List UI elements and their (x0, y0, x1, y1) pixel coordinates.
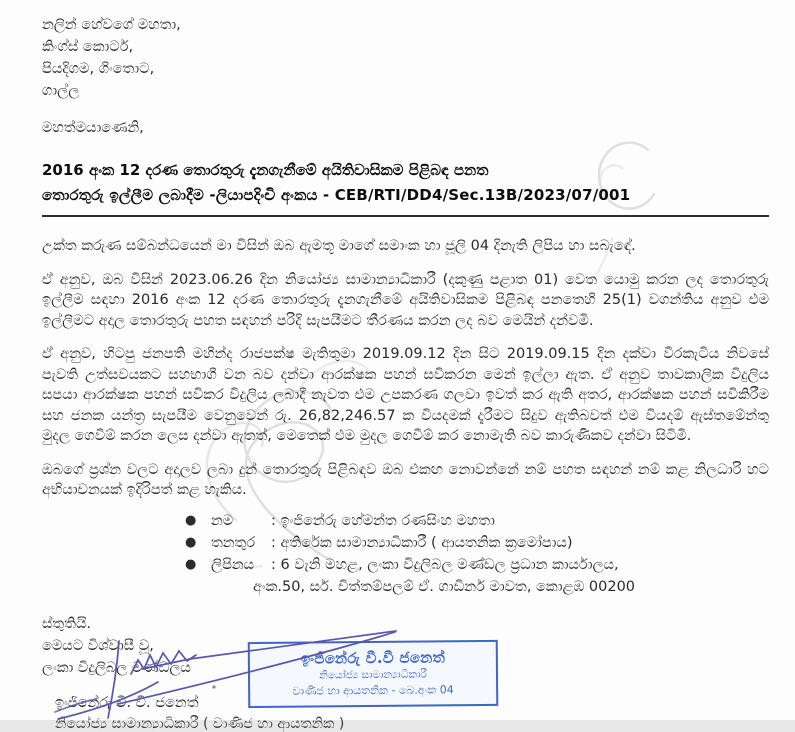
signatory-designation-cutoff: නියෝජ්‍ය සාමාන්‍යාධිකාරී ( වාණිජ හා ආයතනික ) (55, 716, 345, 732)
officer-designation-value: : අතිරේක සාමාන්‍යාධිකාරී ( ආයතනික ක්‍රමෝපාය) (271, 534, 573, 551)
recipient-address-line: කිංග්ස් කොර්ට, (42, 39, 134, 55)
subject-heading (42, 158, 769, 217)
closing-organization: ලංකා විදුලිබල මණ්ඩලය (42, 659, 191, 676)
appeal-officer-list (42, 510, 769, 598)
paragraph-decision: ඒ අනුව, ඔබ විසින් 2023.06.26 දින නියෝජ්‍ය සාමාන්‍යාධිකාරී (දකුණු පළාත 01) වෙත යොමු කරන ලද තොරතුරු ඉල්ලීම සඳහා 2016 අංක 12 දරණ තොරතුරු දැනගැනීමේ අයිතිවාසිකම පිළිබඳ පනතෙහි 25(1) වගන්තිය අනුව එම ඉල්ලීමට අදාල තොරතුරු පහත සඳහන් පරිදි සැපයීමට තීරණය කරන ලද බව මෙයින් දන්වමි. (42, 271, 769, 329)
stamp-name: ඉංජිනේරු වී.වී ජනෙත් (300, 648, 446, 668)
subject-line-2-reference: තොරතුරු ඉල්ලීම ලබාදීම -ලියාපදිංචි අංකය - CEB/RTI/DD4/Sec.13B/2023/07/001 (42, 186, 631, 204)
bullet-icon: ● (185, 556, 197, 572)
stamp-designation: නියෝජ්‍ය සාමාන්‍යාධිකාරී (319, 668, 427, 682)
officer-stamp (248, 640, 499, 708)
recipient-address-line: ගාල්ල (42, 83, 80, 99)
list-item-designation (42, 532, 769, 554)
paragraph-appeal-notice: ඔබගේ ප්‍රශ්න වලට අදාලව ලබා දුන් තොරතුරු පිළිබඳව ඔබ එකඟ නොවන්නේ නම් පහත සඳහන් නම් කළ නිලධාරි හට අභියාචනයක් ඉදිරිපත් කළ හැකිය. (42, 461, 769, 498)
stray-ink-dot (212, 685, 215, 688)
officer-address-value: : 6 වැනි මහළ, ලංකා විදුලිබල මණ්ඩල ප්‍රධාන කාර්යාලය, (271, 556, 619, 573)
officer-name-value: : ඉංජිනේරු හේමන්ත රණසිංහ මහතා (271, 512, 495, 529)
recipient-name: නලින් හේවගේ මහතා, (42, 17, 181, 33)
officer-designation-label: තනතුර (211, 534, 256, 551)
recipient-address-line: පියදිගම, ගිංතොට, (42, 61, 155, 77)
bullet-icon: ● (185, 534, 197, 550)
officer-address-value-line2: අංක.50, සර්. චිත්තම්පලම් ඒ. ගාඩිනර් මාවත, කොළඹ 00200 (253, 578, 636, 595)
paragraph-information: ඒ අනුව, හිටපු ජනපති මහින්ද රාජපක්ෂ මැතිතුමා 2019.09.12 දින සිට 2019.09.15 දින දක්වා වීරකැටිය නිවසේ පැවති උත්සවයකට සහභාගී වන බව දන්වා ආරක්ෂක පහන් සවිකරන මෙන් ඉල්ලා ඇත. ඒ අනුව තාවකාලික විදුලිය සපයා ආරක්ෂක පහන් සවිකර විදුලිය ලබාදී නැවත එම උපකරණ ගලවා ඉවත් කර ඇති අතර, ආරක්ෂක පහන් සවිකිරීම සහ ජනක යන්ත්‍ර සැපයීම වෙනුවෙන් රු. 26,82,246.57 ක වියදමක් දැරීමට සිදුව ඇතිබවත් එම වියදම් ඇස්තමේන්තු මුදල ගෙවීම් කරන ලෙස දන්වා ඇතත්, මෙතෙක් එම මුදල ගෙවීම් කර නොමැති බව කාරුණිකව දන්වා සිටිමි. (42, 346, 769, 444)
paragraph-reference: උක්ත කරුණ සම්බන්ධයෙන් මා විසින් ඔබ ඇමතූ මාගේ සමාංක හා ජූලි 04 දිනැති ලිපිය හා සබැඳේ. (42, 238, 636, 254)
officer-address-label: ලිපිනය (211, 556, 255, 573)
bullet-icon: ● (185, 512, 197, 528)
closing-faithfully: මෙයට විශ්වාසී වූ, (42, 637, 154, 654)
subject-line-1: 2016 අංක 12 දරණ තොරතුරු දැනගැනීමේ අයිතිවාසිකම පිළිබඳ පනත (42, 161, 489, 179)
salutation: මහත්මයාණෙනි, (42, 120, 144, 136)
signatory-name: ඉංජිනේරු වී. වී. ජනෙත් (55, 695, 199, 711)
closing-thanks: ස්තුතියි. (42, 615, 92, 632)
list-item-address (42, 554, 769, 576)
stamp-branch: වාණිජ හා ආයතනික - බෙ.අංක 04 (292, 683, 454, 698)
list-item-name (42, 510, 769, 532)
officer-name-label: නම (211, 512, 234, 529)
recipient-address (42, 14, 769, 102)
